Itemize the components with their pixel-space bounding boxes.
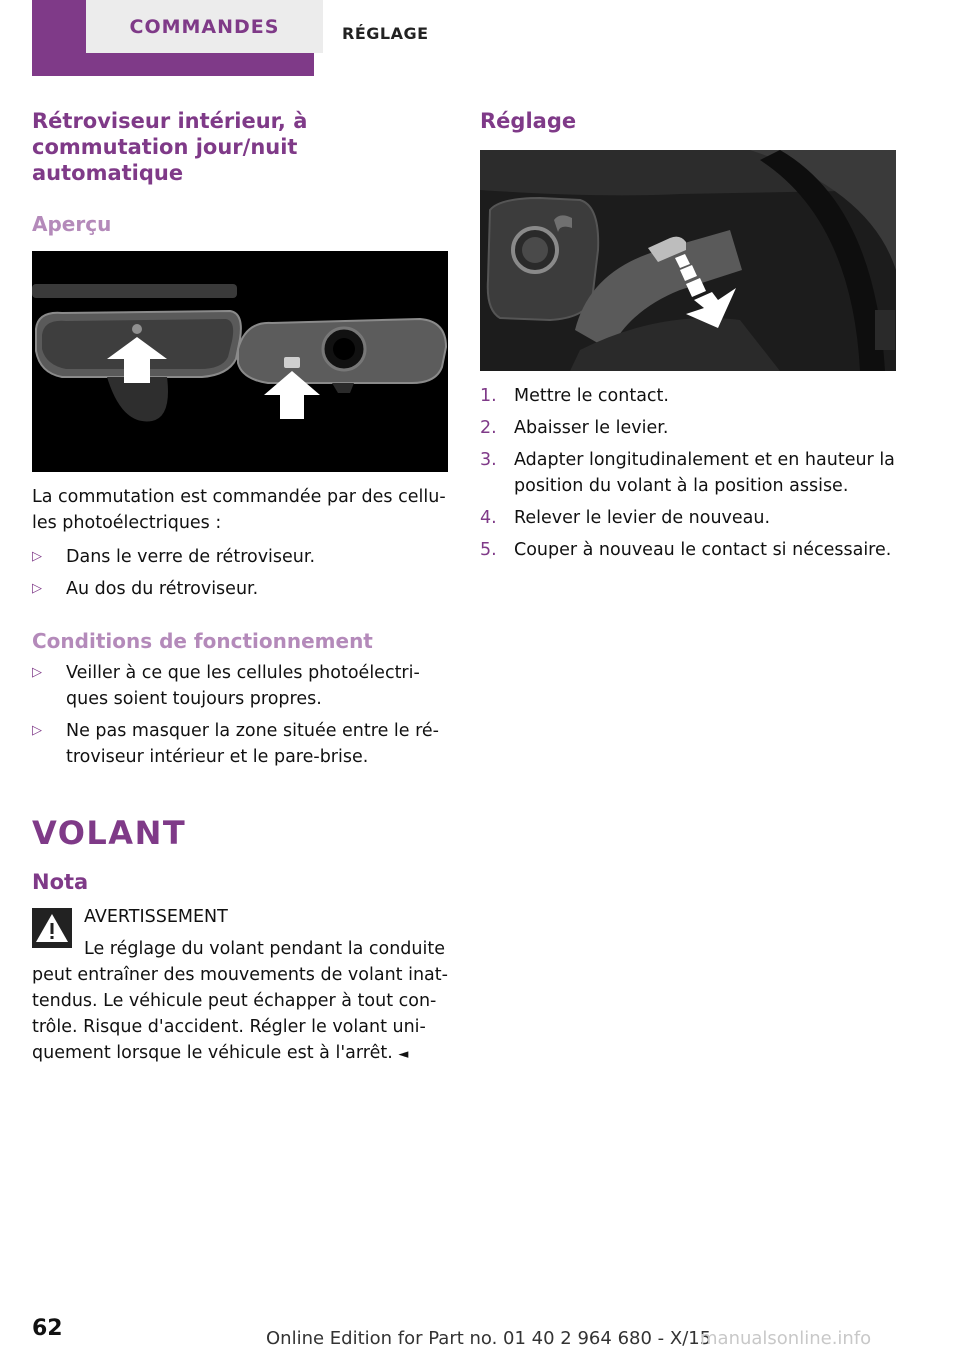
list-item bbox=[32, 576, 448, 602]
edition-footer: Online Edition for Part no. 01 40 2 964 680 - X/15 bbox=[266, 1328, 712, 1349]
adjust-heading: Réglage bbox=[480, 109, 577, 133]
warning-triangle-icon bbox=[32, 908, 72, 948]
adjustment-steps bbox=[480, 383, 896, 563]
step-number: 1. bbox=[480, 386, 497, 406]
conditions-list bbox=[32, 660, 448, 770]
list-item bbox=[32, 544, 448, 570]
watermark: manualsonline.info bbox=[700, 1328, 872, 1349]
chapter-title: VOLANT bbox=[32, 814, 187, 852]
chapter-tab bbox=[32, 0, 314, 76]
warning-block bbox=[32, 904, 448, 1068]
list-item-text: Veiller à ce que les cellules photoélectri-ques soient toujours propres. bbox=[66, 663, 420, 709]
right-column bbox=[480, 108, 896, 569]
rear-view-mirror-illustration bbox=[32, 251, 448, 472]
list-item-text: Ne pas masquer la zone située entre le ré-troviseur intérieur et le pare-brise. bbox=[66, 721, 439, 767]
step-text: Couper à nouveau le contact si nécessaire. bbox=[514, 540, 892, 560]
list-item bbox=[480, 447, 896, 499]
triangle-bullet-icon: ▷ bbox=[32, 665, 42, 680]
steering-photo bbox=[480, 150, 896, 371]
step-number: 2. bbox=[480, 418, 497, 438]
conditions-heading: Conditions de fonctionnement bbox=[32, 629, 373, 653]
step-text: Mettre le contact. bbox=[514, 386, 669, 406]
mirror-heading: Rétroviseur intérieur, à commutation jour/nuit automatique bbox=[32, 109, 308, 185]
list-item bbox=[32, 660, 448, 712]
nota-heading: Nota bbox=[32, 870, 89, 894]
page-number: 62 bbox=[32, 1316, 63, 1341]
steering-column-lever-illustration bbox=[480, 150, 896, 371]
warning-text bbox=[32, 936, 448, 1068]
triangle-bullet-icon: ▷ bbox=[32, 723, 42, 738]
list-item bbox=[32, 718, 448, 770]
section-label: RÉGLAGE bbox=[342, 24, 429, 43]
step-number: 3. bbox=[480, 450, 497, 470]
end-mark-icon: ◄ bbox=[398, 1047, 409, 1062]
cell-location-list bbox=[32, 544, 448, 602]
mirror-photo bbox=[32, 251, 448, 472]
chapter-tab-inner bbox=[86, 0, 323, 53]
warning-title: AVERTISSEMENT bbox=[84, 907, 228, 927]
triangle-bullet-icon: ▷ bbox=[32, 549, 42, 564]
list-item bbox=[480, 505, 896, 531]
list-item-text: Au dos du rétroviseur. bbox=[66, 579, 259, 599]
list-item bbox=[480, 537, 896, 563]
list-item bbox=[480, 415, 896, 441]
intro-text: La commutation est commandée par des cellu-les photoélectriques : bbox=[32, 487, 446, 533]
warning-body: Le réglage du volant pendant la conduite peut entraîner des mouvements de volant inat-tendus. Le véhicule peut échapper à tout con-trôle. Risque d'accident. Régler le volant uni-quement lorsque le véhicule est à l'arrêt. bbox=[32, 939, 448, 1063]
step-text: Abaisser le levier. bbox=[514, 418, 669, 438]
left-column bbox=[32, 108, 448, 1068]
triangle-bullet-icon: ▷ bbox=[32, 581, 42, 596]
overview-heading: Aperçu bbox=[32, 212, 112, 236]
step-number: 4. bbox=[480, 508, 497, 528]
step-text: Adapter longitudinalement et en hauteur la position du volant à la position assise. bbox=[514, 450, 895, 496]
list-item bbox=[480, 383, 896, 409]
step-text: Relever le levier de nouveau. bbox=[514, 508, 771, 528]
list-item-text: Dans le verre de rétroviseur. bbox=[66, 547, 316, 567]
step-number: 5. bbox=[480, 540, 497, 560]
chapter-tab-label: COMMANDES bbox=[129, 15, 280, 38]
